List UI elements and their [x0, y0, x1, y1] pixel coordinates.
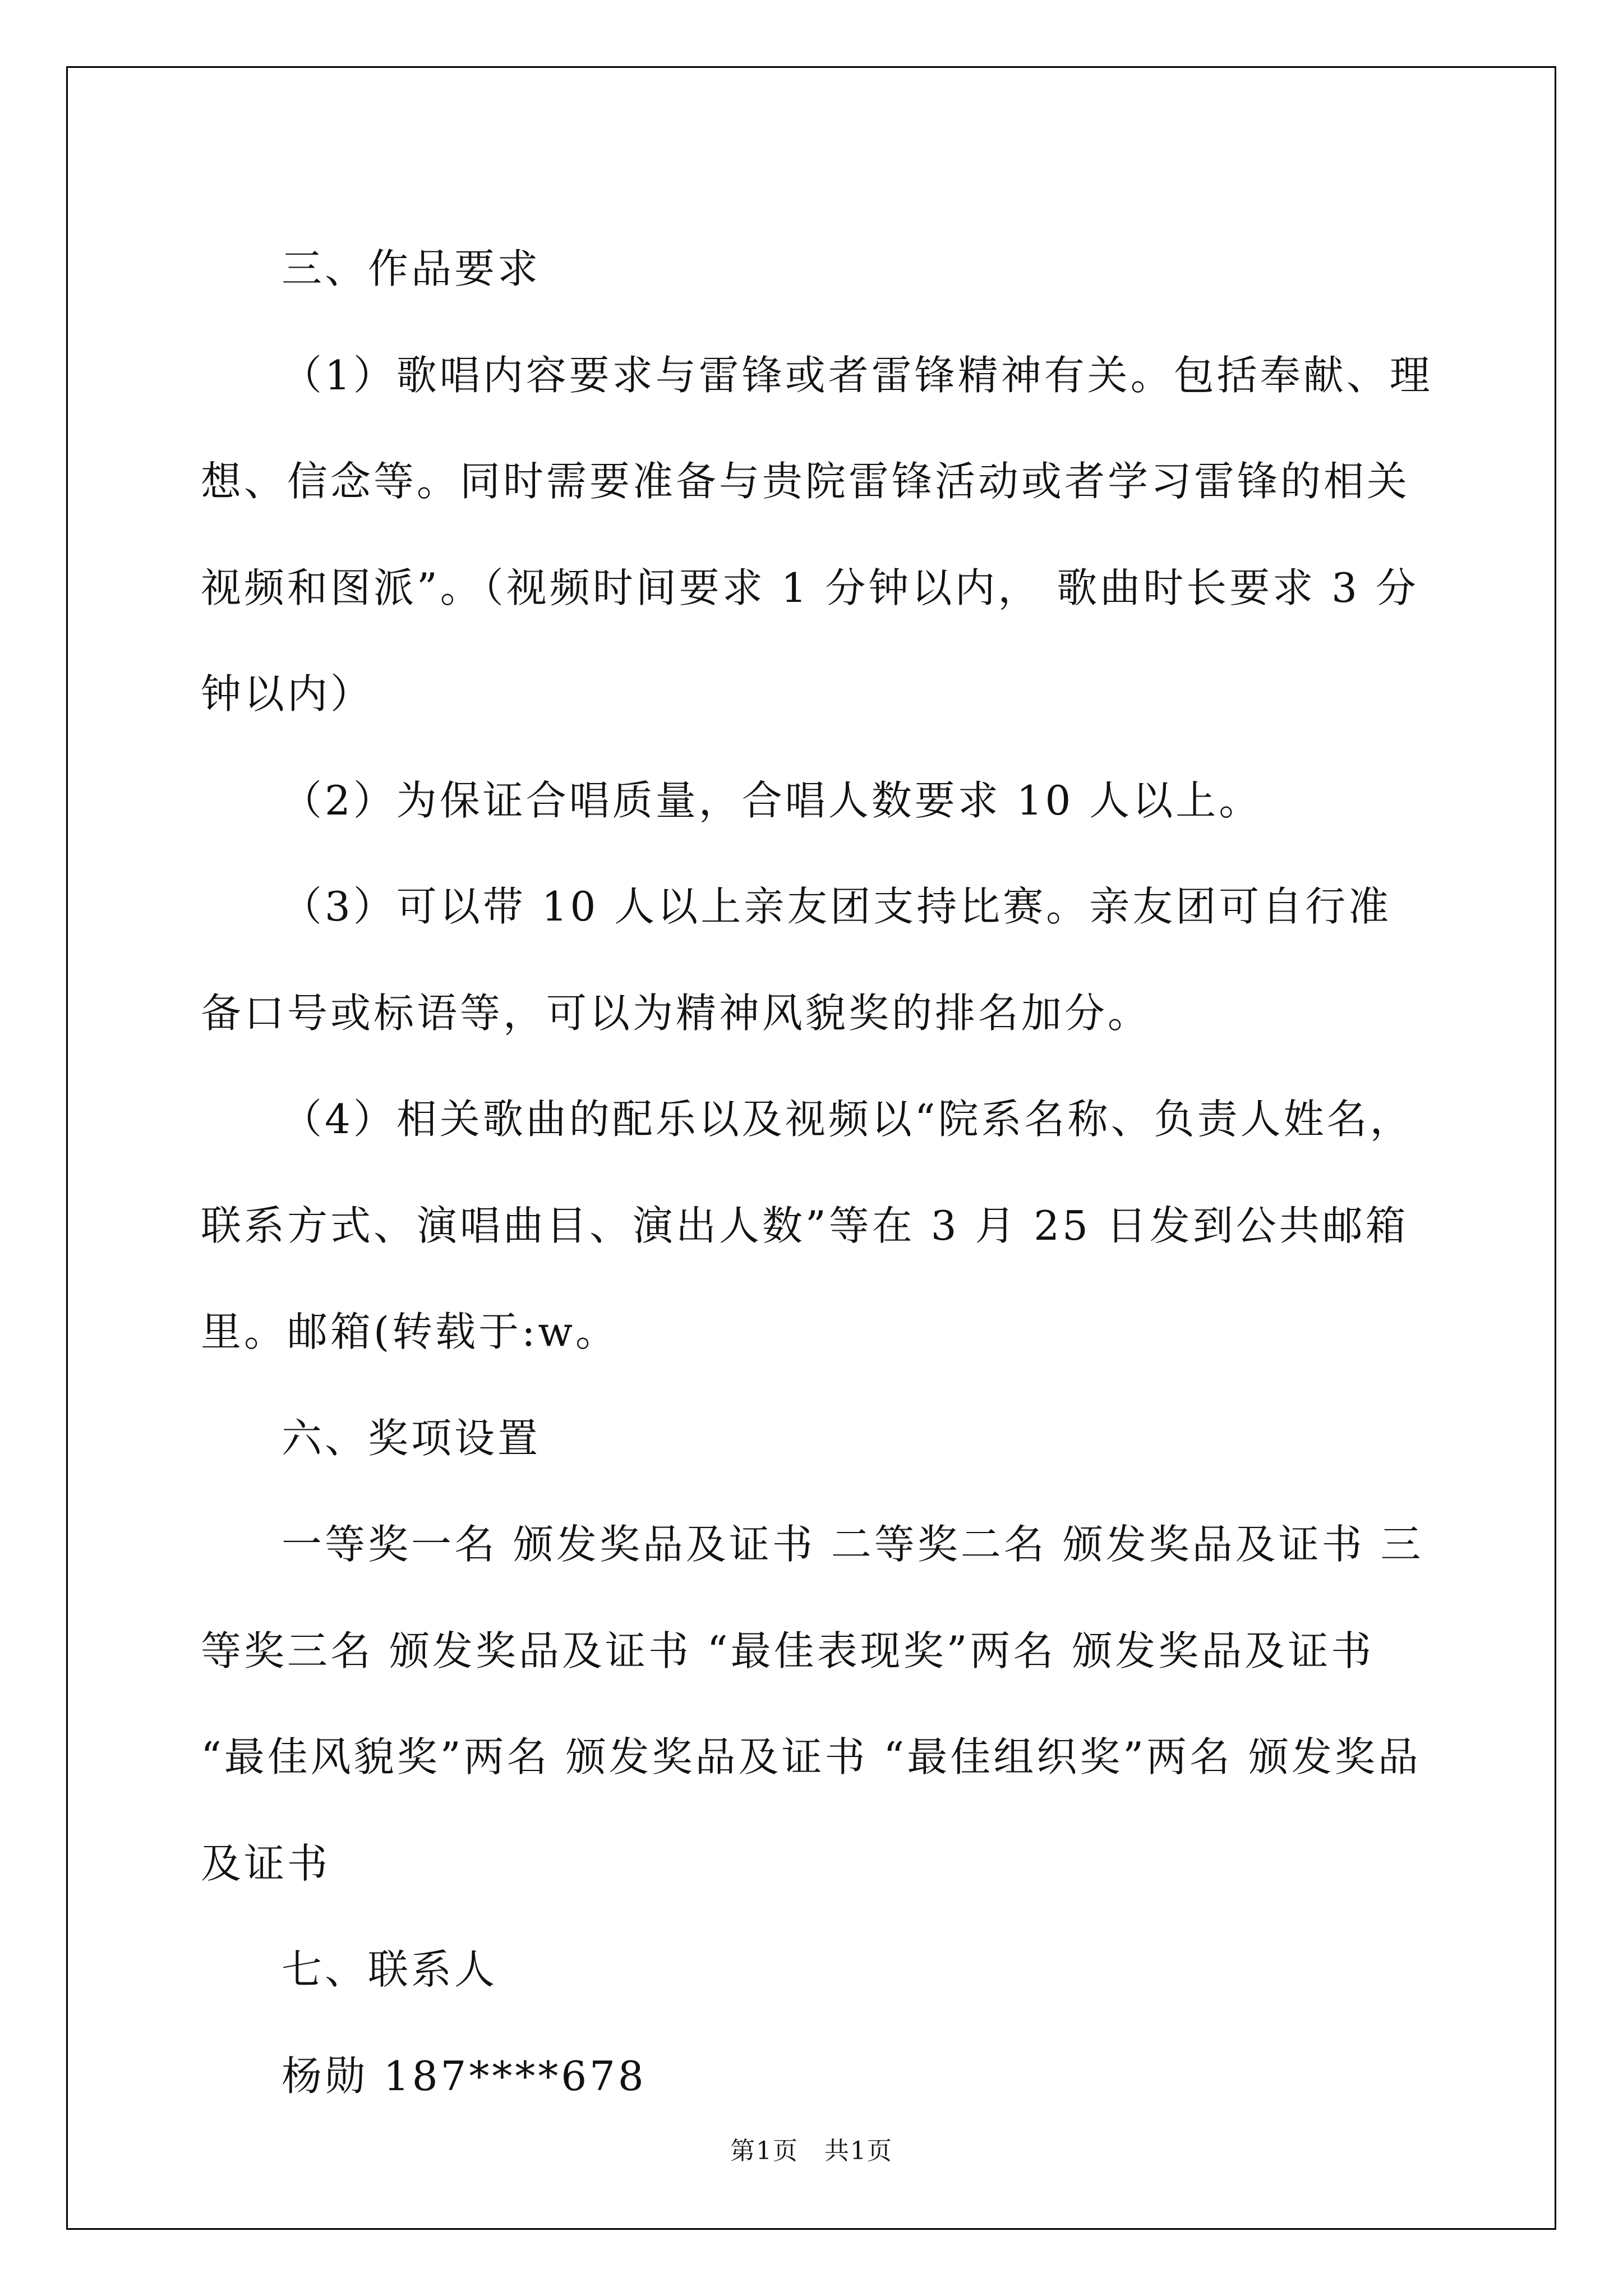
requirement-item-2: （2）为保证合唱质量，合唱人数要求 10 人以上。: [282, 776, 1262, 824]
section-heading-awards: 六、奖项设置: [282, 1414, 541, 1462]
requirement-item-1: （1）歌唱内容要求与雷锋或者雷锋精神有关。包括奉献、理想、信念等。同时需要准备与贵院雷锋活动或者学习雷锋的相关视频和图派”。（视频时间要求 1 分钟以内， 歌曲时长要求 3 分钟以内）: [201, 351, 1433, 717]
section-heading-contact: 七、联系人: [282, 1946, 498, 1993]
document-body: [201, 216, 1435, 2129]
contact-person: 杨勋 187****678: [282, 2052, 647, 2100]
awards-list: 一等奖一名 颁发奖品及证书 二等奖二名 颁发奖品及证书 三等奖三名 颁发奖品及证书 “最佳表现奖”两名 颁发奖品及证书 “最佳风貌奖”两名 颁发奖品及证书 “最佳组织奖”两名 颁发奖品及证书: [201, 1521, 1424, 1887]
requirement-item-3: （3）可以带 10 人以上亲友团支持比赛。亲友团可自行准备口号或标语等，可以为精神风貌奖的排名加分。: [201, 883, 1392, 1037]
section-heading-requirements: 三、作品要求: [282, 245, 541, 292]
requirement-item-4: （4）相关歌曲的配乐以及视频以“院系名称、负责人姓名，联系方式、演唱曲目、演出人数”等在 3 月 25 日发到公共邮箱里。邮箱(转载于:w。: [201, 1096, 1413, 1355]
page-number-footer: 第1页 共1页: [730, 2137, 893, 2165]
